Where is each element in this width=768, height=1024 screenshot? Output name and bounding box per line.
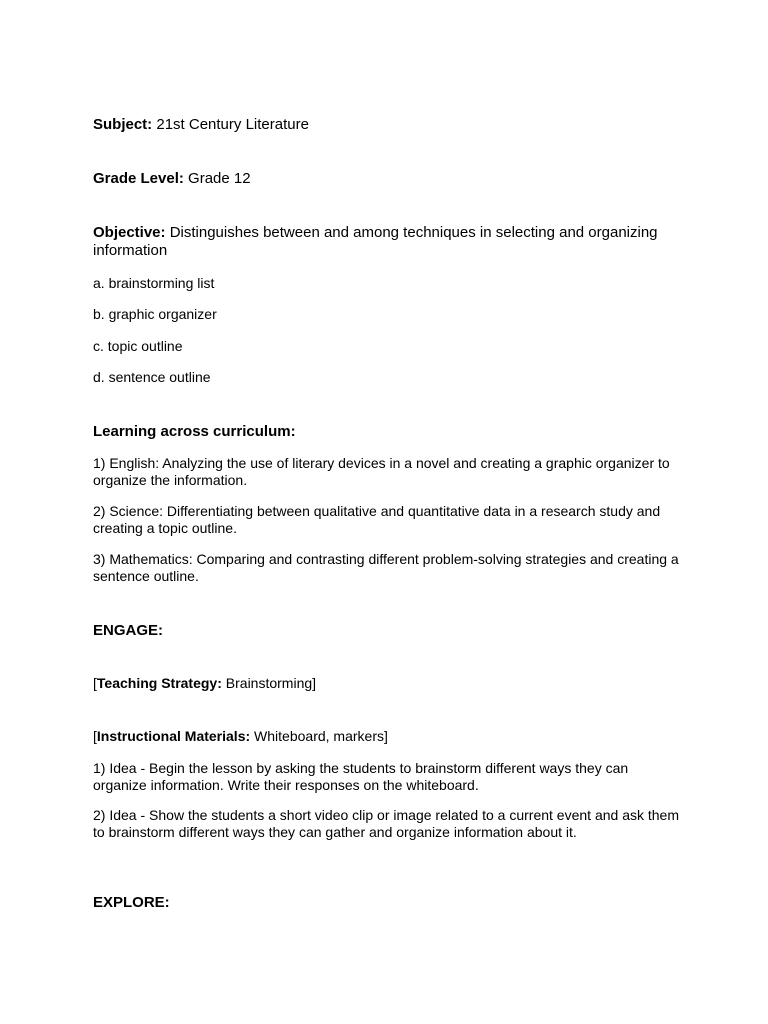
grade-level-value: Grade 12	[183, 170, 251, 187]
objective-item: c. topic outline	[93, 338, 183, 354]
objective-item: a. brainstorming list	[93, 275, 215, 291]
objective-value: Distinguishes between and among techniques in selecting and organizing information	[93, 224, 658, 259]
engage-idea: 2) Idea - Show the students a short video clip or image related to a current event and ask them to brainstorm different ways they can gather and organize information about it.	[93, 807, 679, 840]
teaching-strategy-label: Teaching Strategy:	[96, 675, 222, 691]
teaching-strategy-value: Brainstorming]	[221, 675, 317, 691]
teaching-strategy-line	[93, 675, 683, 692]
engage-heading: ENGAGE:	[93, 622, 164, 639]
objective-label: Objective:	[93, 224, 166, 241]
grade-level-line	[93, 170, 683, 188]
explore-heading: EXPLORE:	[93, 894, 170, 911]
teaching-strategy-bracket: [	[93, 675, 97, 691]
instructional-materials-bracket: [	[93, 728, 97, 744]
instructional-materials-value: Whiteboard, markers]	[250, 728, 388, 744]
objective-line	[93, 224, 683, 260]
instructional-materials-label: Instructional Materials:	[96, 728, 251, 744]
subject-label: Subject:	[93, 116, 153, 133]
engage-idea: 1) Idea - Begin the lesson by asking the students to brainstorm different ways they can organize information. Write their responses on the whiteboard.	[93, 760, 629, 793]
learning-across-curriculum-heading: Learning across curriculum:	[93, 423, 296, 440]
instructional-materials-line	[93, 728, 683, 745]
curriculum-item: 3) Mathematics: Comparing and contrasting different problem-solving strategies and creating a sentence outline.	[93, 551, 679, 584]
objective-item: d. sentence outline	[93, 369, 211, 385]
subject-value: 21st Century Literature	[152, 116, 309, 133]
curriculum-item: 2) Science: Differentiating between qualitative and quantitative data in a research study and creating a topic outline.	[93, 503, 661, 536]
curriculum-item: 1) English: Analyzing the use of literary devices in a novel and creating a graphic organizer to organize the information.	[93, 455, 670, 488]
grade-level-label: Grade Level:	[93, 170, 184, 187]
subject-line	[93, 116, 683, 134]
objective-item: b. graphic organizer	[93, 306, 217, 322]
